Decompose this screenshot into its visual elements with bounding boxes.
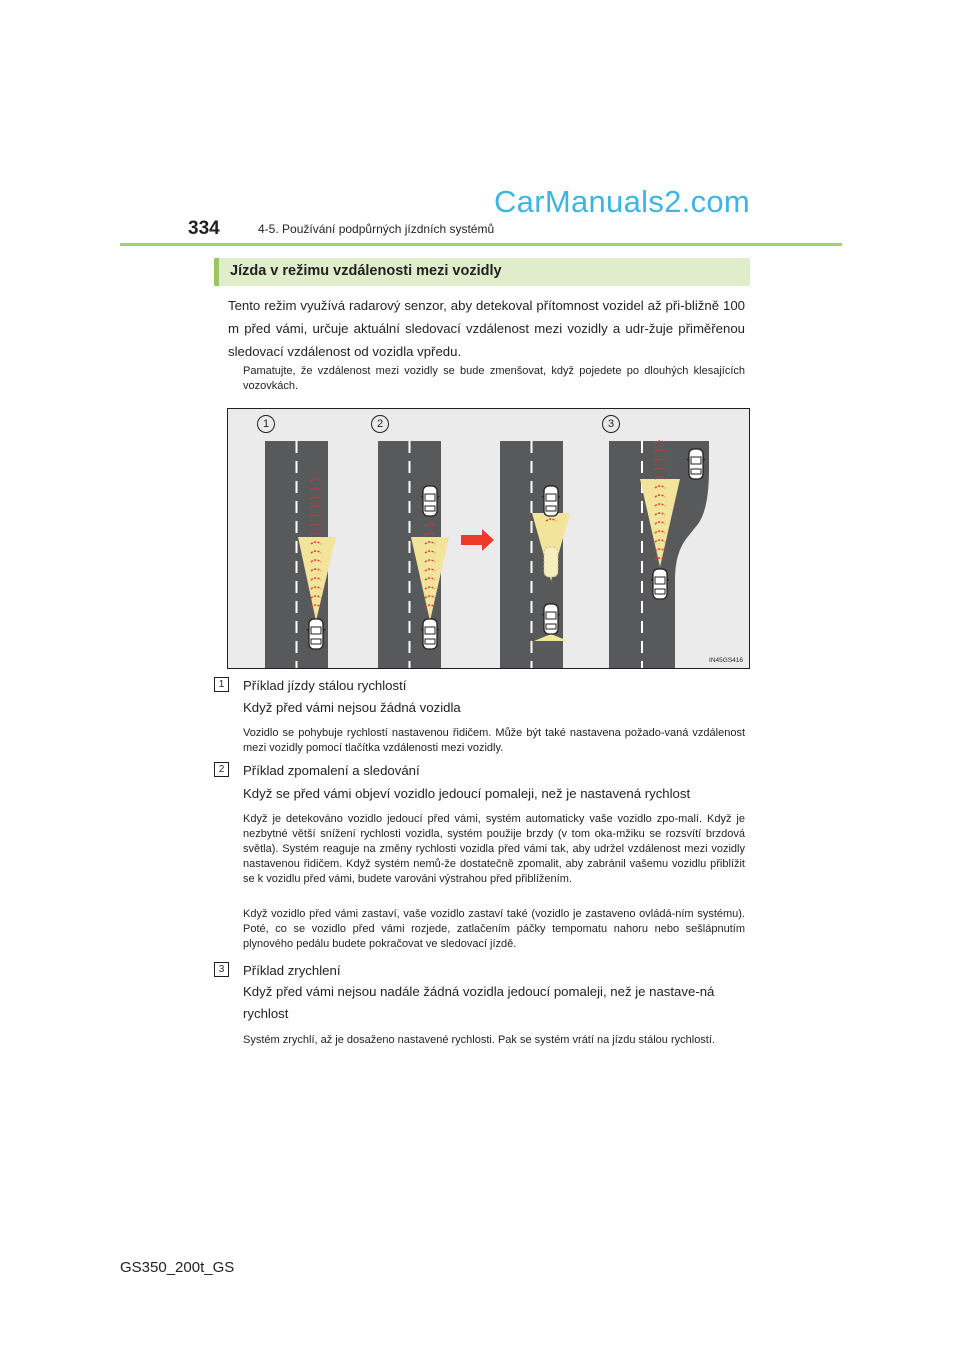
merging-car-4 [687,449,705,479]
watermark-logo: CarManuals2.com [494,184,751,219]
item-body-2: Když je detekováno vozidlo jedoucí před vámi, systém automaticky vaše vozidlo zpo-malí. Když je nezbytné větší snížení rychlosti vozidla, systém použije brzdy (v tom oka-mžiku se rozsvítí brzdová světla). Systém reaguje na změny rychlosti vozidla před vámi tak, aby udržel vzdálenost mezi vozidly nastavenou řidičem. Když systém nemů-že dostatečně zpomalit, aby zabránil vašemu vozidlu přiblížit se k vozidlu před vámi, budete varováni výstrahou před přiblížením. [243,813,745,885]
section-heading-box [214,258,750,286]
intro-paragraph: Tento režim využívá radarový senzor, aby detekoval přítomnost vozidel až při-bližně 100 m před vámi, určuje aktuální sledovací vzdálenost mezi vozidly a udr-žuje přiměřenou sledovací vzdálenost od vozidla vpředu. [228,298,745,359]
item-title-2: Příklad zpomalení a sledování [243,763,420,778]
own-car-3 [542,604,560,634]
item-number-3: 3 [214,962,229,977]
item-body-3: Systém zrychlí, až je dosaženo nastavené rychlosti. Pak se systém vrátí na jízdu stálou rychlostí. [243,1034,715,1046]
footer-model-code: GS350_200t_GS [120,1259,235,1276]
preceding-car-2 [421,486,439,516]
header-divider [120,243,842,246]
transition-arrow [461,529,494,551]
item-number-2: 2 [214,762,229,777]
own-car-1 [307,619,325,649]
item-body-2b: Když vozidlo před vámi zastaví, vaše vozidlo zastaví také (vozidlo je zastaveno ovládá-ním systému). Poté, co se vozidlo před vámi rozjede, zatlačením páčky tempomatu nahoru nebo sešlápnutím plynového pedálu budete pokračovat ve sledovací jízdě. [243,908,745,950]
item-body-1: Vozidlo se pohybuje rychlostí nastavenou řidičem. Může být také nastavena požado-vaná vzdálenost mezi vozidly pomocí tlačítka vzdálenosti mezi vozidly. [243,727,745,754]
item-title-1: Příklad jízdy stálou rychlostí [243,678,407,693]
item-number-1: 1 [214,677,229,692]
item-title-3: Příklad zrychlení [243,963,341,978]
item-subtitle-1: Když před vámi nejsou žádná vozidla [243,700,461,715]
own-car-2 [421,619,439,649]
illustration-figure [227,408,750,669]
intro-note: Pamatujte, že vzdálenost mezi vozidly se bude zmenšovat, když pojedete po dlouhých klesajících vozovkách. [243,365,745,392]
callout-2: 2 [371,415,389,433]
callout-1: 1 [257,415,275,433]
callout-3: 3 [602,415,620,433]
item-subtitle-2: Když se před vámi objeví vozidlo jedoucí pomaleji, než je nastavená rychlost [243,786,691,801]
section-heading: Jízda v režimu vzdálenosti mezi vozidly [230,263,502,279]
road-diagram [228,409,750,669]
preceding-car-3 [542,486,560,516]
figure-code: IN45GS416 [709,657,743,664]
item-subtitle-3: Když před vámi nejsou nadále žádná vozidla jedoucí pomaleji, než je nastave-ná rychlost [243,984,715,1021]
page-number: 334 [188,218,220,239]
own-car-4 [651,569,669,599]
chapter-heading: 4-5. Používání podpůrných jízdních systémů [258,222,495,236]
